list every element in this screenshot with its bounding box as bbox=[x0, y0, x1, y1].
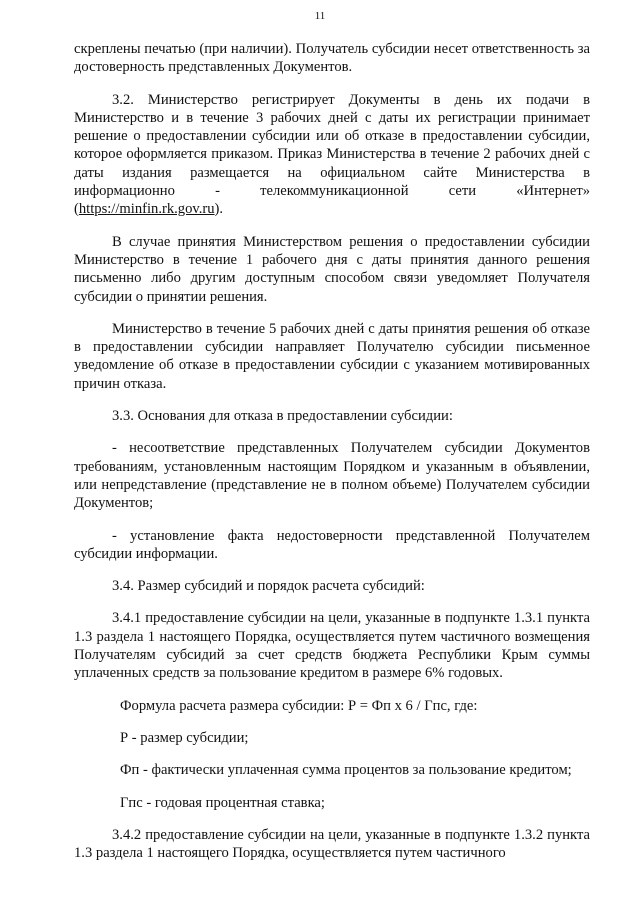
ministry-website-link[interactable]: https://minfin.rk.gov.ru bbox=[78, 201, 215, 218]
paragraph-decision-notice: В случае принятия Министерством решения о предоставлении субсидии Министерство в течение 1 рабочего дня с даты принятия данного решения письменно либо другим доступным способом связи уведомляет Получателя субсидии о принятии решения. bbox=[74, 233, 590, 305]
page-number: 11 bbox=[314, 10, 326, 22]
document-body bbox=[74, 40, 590, 862]
refusal-reason-1: - несоответствие представленных Получателем субсидии Документов требованиям, установленным настоящим Порядком и указанным в объявлении, или непредставление (представление не в полном объеме) Получателем субсидии Документов; bbox=[74, 440, 590, 512]
paragraph-refusal-notice: Министерство в течение 5 рабочих дней с даты принятия решения об отказе в предоставлении субсидии направляет Получателю субсидии письменное уведомление об отказе в предоставлении субсидии с указанием мотивированных причин отказа. bbox=[74, 320, 590, 392]
formula-definition-gps: Гпс - годовая процентная ставка; bbox=[120, 794, 325, 811]
paragraph-3-4-heading: 3.4. Размер субсидий и порядок расчета субсидий: bbox=[112, 578, 425, 595]
paragraph-3-4-2: 3.4.2 предоставление субсидии на цели, указанные в подпункте 1.3.2 пункта 1.3 раздела 1 настоящего Порядка, осуществляется путем частичного bbox=[74, 826, 590, 862]
paragraph-3-3-heading: 3.3. Основания для отказа в предоставлении субсидии: bbox=[112, 408, 453, 425]
paragraph-continuation: скреплены печатью (при наличии). Получатель субсидии несет ответственность за достоверность представленных Документов. bbox=[74, 41, 590, 76]
formula-definition-fp: Фп - фактически уплаченная сумма процентов за пользование кредитом; bbox=[120, 762, 572, 779]
formula-definition-r: Р - размер субсидии; bbox=[120, 729, 249, 746]
paragraph-3-2 bbox=[74, 91, 590, 219]
paragraph-3-2-text: 3.2. Министерство регистрирует Документы в день их подачи в Министерство и в течение 3 рабочих дней с даты их регистрации принимает решение о предоставлении субсидии или об отказе в предоставлении субсидии, которое оформляется приказом. Приказ Министерства в течение 2 рабочих дней с даты издания размещается на официальном сайте Министерства в информационно - телекоммуникационной сети «Интернет» ( bbox=[74, 91, 590, 218]
paragraph-3-4-1: 3.4.1 предоставление субсидии на цели, указанные в подпункте 1.3.1 пункта 1.3 раздела 1 настоящего Порядка, осуществляется путем частичного возмещения Получателям субсидий за счет средств бюджета Республики Крым суммы уплаченных средств за пользование кредитом в размере 6% годовых. bbox=[74, 610, 590, 682]
formula-line: Формула расчета размера субсидии: Р = Фп х 6 / Гпс, где: bbox=[120, 697, 478, 714]
paragraph-3-2-end: ). bbox=[214, 201, 224, 218]
refusal-reason-2: - установление факта недостоверности представленной Получателем субсидии информации. bbox=[74, 527, 590, 562]
